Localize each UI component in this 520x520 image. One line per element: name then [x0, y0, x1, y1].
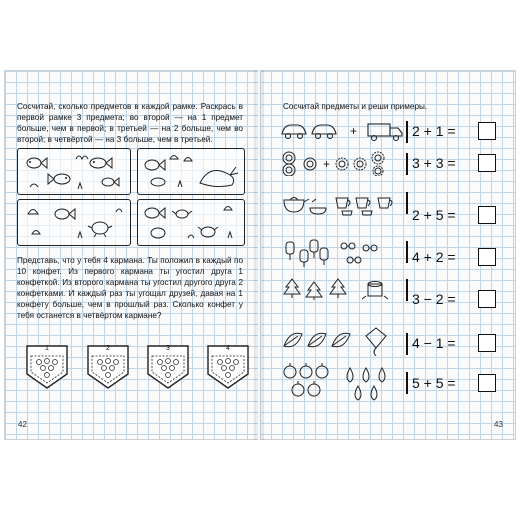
equation-text: 3 − 2 = [412, 291, 456, 307]
task3-title: Сосчитай предметы и реши примеры. [283, 102, 428, 111]
teapots-cups-icons [280, 190, 405, 216]
task2-text: Представь, что у тебя 4 кармана. Ты положил в каждый по 10 конфет. Из первого кармана ты угостил друга 1 конфеткой. Из второго кармана ты угостил другого друга 2 конфетками. И каждый раз ты угощал друзей, давая на 1 конфету больше, чем в прошлый раз. Сколько конфет у тебя останется в четвёртом кармане? [17, 256, 243, 320]
answer-box[interactable] [478, 122, 496, 140]
apples-pears-icons [280, 360, 405, 406]
row-separator [406, 372, 408, 394]
equation-text: 3 + 3 = [412, 155, 456, 171]
pocket-4 [206, 344, 250, 390]
picture-frame-3 [17, 199, 131, 246]
leaves-kite-icons [280, 326, 405, 356]
picture-row-3 [280, 190, 405, 216]
picture-frame-2 [137, 148, 245, 195]
page-number-left: 42 [18, 420, 27, 429]
row-separator [406, 333, 408, 355]
picture-row-2 [280, 150, 405, 176]
pocket-number: 4 [226, 345, 230, 352]
equation-row-1 [412, 122, 482, 140]
pocket-3 [146, 344, 190, 390]
equation-row-3 [412, 206, 482, 224]
pocket-1 [25, 344, 69, 390]
picture-frame-1 [17, 148, 131, 195]
fish-shell-picture-1 [18, 149, 130, 194]
picture-row-7 [280, 360, 405, 406]
row-separator [406, 153, 408, 175]
cars-truck-icons [280, 118, 405, 144]
equation-row-7 [412, 374, 482, 392]
pocket-number: 3 [166, 345, 170, 352]
answer-box[interactable] [478, 248, 496, 266]
row-separator [406, 279, 408, 301]
crab-turtle-picture-4 [138, 200, 244, 245]
picture-row-1 [280, 118, 405, 144]
task1-text: Сосчитай, сколько предметов в каждой рамке. Раскрась в первой рамке 3 предмета; во второй — на 1 предмет больше, чем в первой; в третьей — на 2 больше, чем во второй; в четвёртой — на 3 больше, чем в третьей. [17, 102, 243, 144]
equation-text: 2 + 5 = [412, 207, 456, 223]
shell-turtle-picture-3 [18, 200, 130, 245]
fish-whale-picture-2 [138, 149, 244, 194]
equation-row-2 [412, 154, 482, 172]
equation-row-5 [412, 290, 482, 308]
trees-stump-icons [280, 276, 405, 302]
book-gutter [254, 70, 264, 440]
pocket-number: 2 [106, 345, 110, 352]
equation-text: 5 + 5 = [412, 375, 456, 391]
icecream-glasses-icons [280, 238, 405, 268]
equation-row-6 [412, 334, 482, 352]
row-separator [406, 121, 408, 143]
picture-row-4 [280, 238, 405, 264]
answer-box[interactable] [478, 154, 496, 172]
row-separator [406, 192, 408, 214]
page-number-right: 43 [494, 420, 503, 429]
equation-text: 4 − 1 = [412, 335, 456, 351]
equation-text: 4 + 2 = [412, 249, 456, 265]
answer-box[interactable] [478, 290, 496, 308]
row-separator [406, 241, 408, 263]
answer-box[interactable] [478, 374, 496, 392]
pocket-number: 1 [45, 345, 49, 352]
answer-box[interactable] [478, 206, 496, 224]
flowers-icons [280, 150, 405, 176]
equation-text: 2 + 1 = [412, 123, 456, 139]
pocket-2 [86, 344, 130, 390]
picture-row-5 [280, 276, 405, 302]
plus-sign: + [323, 157, 331, 171]
picture-row-6 [280, 326, 405, 352]
equation-row-4 [412, 248, 482, 266]
answer-box[interactable] [478, 334, 496, 352]
plus-sign: + [350, 124, 358, 138]
picture-frame-4 [137, 199, 245, 246]
